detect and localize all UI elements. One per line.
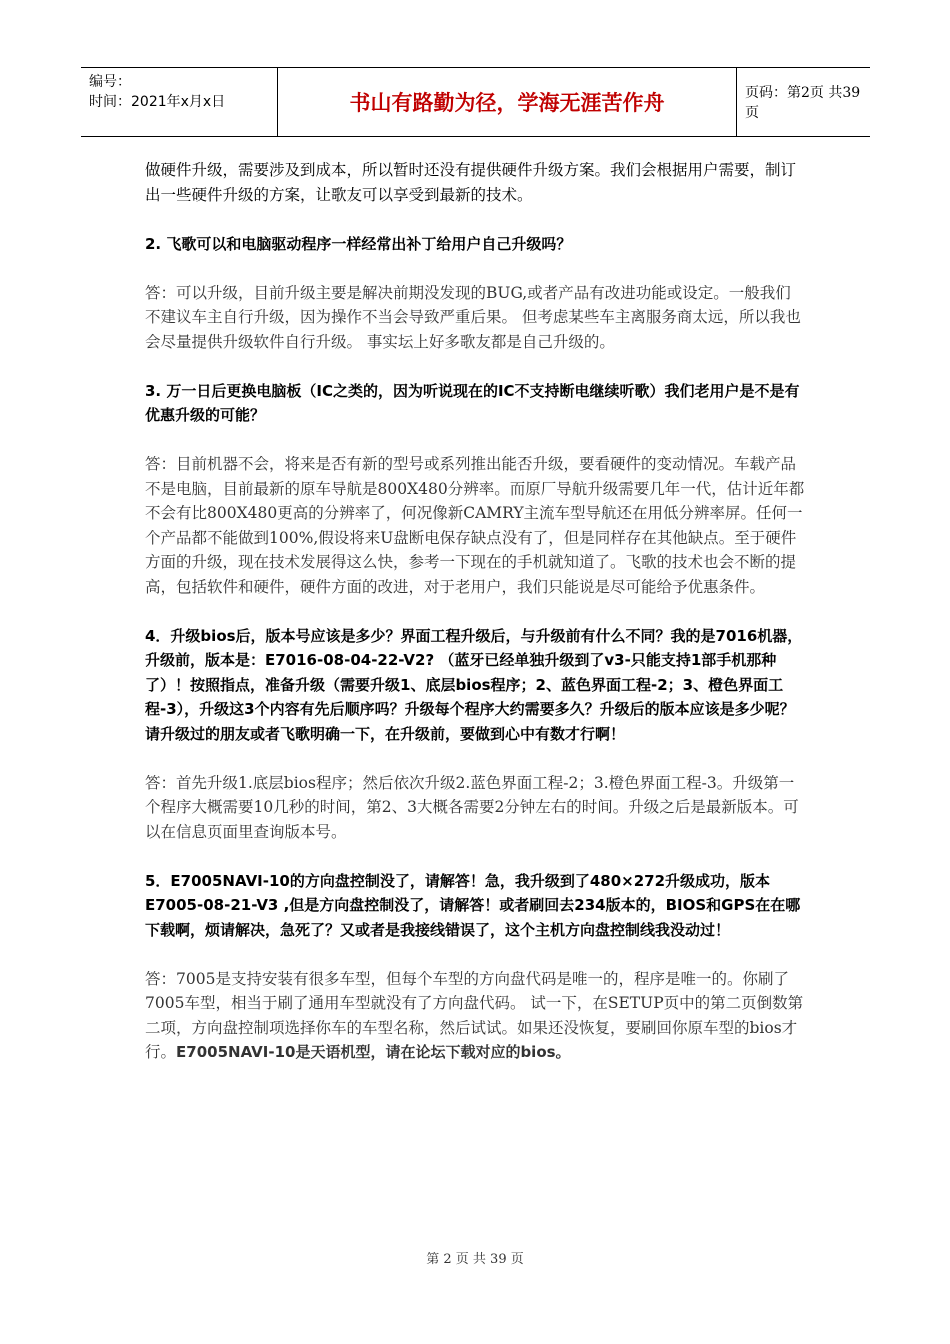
answer-5: [145, 967, 805, 1065]
page-footer: 第 2 页 共 39 页: [426, 1252, 524, 1267]
question-2: 2. 飞歌可以和电脑驱动程序一样经常出补丁给用户自己升级吗？: [145, 234, 572, 253]
question-5: 5．E7005NAVI-10的方向盘控制没了，请解答！急，我升级到了480×272升级成功，版本E7005-08-21-V3 ,但是方向盘控制没了，请解答！或者刷回去234版本的，BIOS和GPS在在哪下载啊，烦请解决，急死了？又或者是我接线错误了，这个主机方向盘控制线我没动过！: [145, 871, 801, 939]
document-number-label: 编号：: [89, 74, 131, 90]
answer-3: 答：目前机器不会，将来是否有新的型号或系列推出能否升级，要看硬件的变动情况。车载产品不是电脑，目前最新的原车导航是800X480分辨率。而原厂导航升级需要几年一代，估计近年都不会有比800X480更高的分辨率了，何况像新CAMRY主流车型导航还在用低分辨率屏。任何一个产品都不能做到100%,假设将来U盘断电保存缺点没有了，但是同样存在其他缺点。至于硬件方面的升级，现在技术发展得这么快，参考一下现在的手机就知道了。飞歌的技术也会不断的提高，包括软件和硬件，硬件方面的改进，对于老用户，我们只能说是尽可能给予优惠条件。: [145, 455, 805, 596]
header-motto: 书山有路勤为径，学海无涯苦作舟: [278, 68, 737, 136]
answer-2: 答：可以升级，目前升级主要是解决前期没发现的BUG,或者产品有改进功能或设定。一般我们不建议车主自行升级，因为操作不当会导致严重后果。 但考虑某些车主离服务商太远，所以我也会尽量提供升级软件自行升级。 事实坛上好多歌友都是自己升级的。: [145, 283, 801, 351]
document-date: 时间：2021年x月x日: [89, 94, 226, 110]
question-4: 4．升级bios后，版本号应该是多少？界面工程升级后，与升级前有什么不同？我的是7016机器，升级前，版本是：E7016-08-04-22-V2? （蓝牙已经单独升级到了v3-只能支持1部手机那种了）！按照指点，准备升级（需要升级1、底层bios程序；2、蓝色界面工程-2；3、橙色界面工程-3），升级这3个内容有先后顺序吗？升级每个程序大约需要多久？升级后的版本应该是多少呢？请升级过的朋友或者飞歌明确一下，在升级前，要做到心中有数才行啊！: [145, 626, 803, 743]
question-3: 3. 万一日后更换电脑板（IC之类的，因为听说现在的IC不支持断电继续听歌）我们老用户是不是有优惠升级的可能？: [145, 381, 800, 424]
document-body: [145, 158, 805, 1065]
intro-paragraph: 做硬件升级，需要涉及到成本，所以暂时还没有提供硬件升级方案。我们会根据用户需要，制订出一些硬件升级的方案，让歌友可以享受到最新的技术。: [145, 161, 797, 204]
page-header: [81, 67, 870, 137]
header-meta: [81, 68, 278, 136]
answer-5-bold-note: E7005NAVI-10是天语机型，请在论坛下载对应的bios。: [176, 1043, 571, 1061]
answer-5-text: 答：7005是支持安装有很多车型，但每个车型的方向盘代码是唯一的，程序是唯一的。你刷了7005车型，相当于刷了通用车型就没有了方向盘代码。 试一下，在SETUP页中的第二页倒数第二项，方向盘控制项选择你车的车型名称，然后试试。如果还没恢复，要刷回你原车型的bios才行。: [145, 969, 804, 1061]
header-page-info: 页码：第2页 共39页: [745, 85, 861, 121]
answer-4: 答：首先升级1.底层bios程序；然后依次升级2.蓝色界面工程-2；3.橙色界面工程-3。升级第一个程序大概需要10几秒的时间，第2、3大概各需要2分钟左右的时间。升级之后是最新版本。可以在信息页面里查询版本号。: [145, 773, 799, 841]
